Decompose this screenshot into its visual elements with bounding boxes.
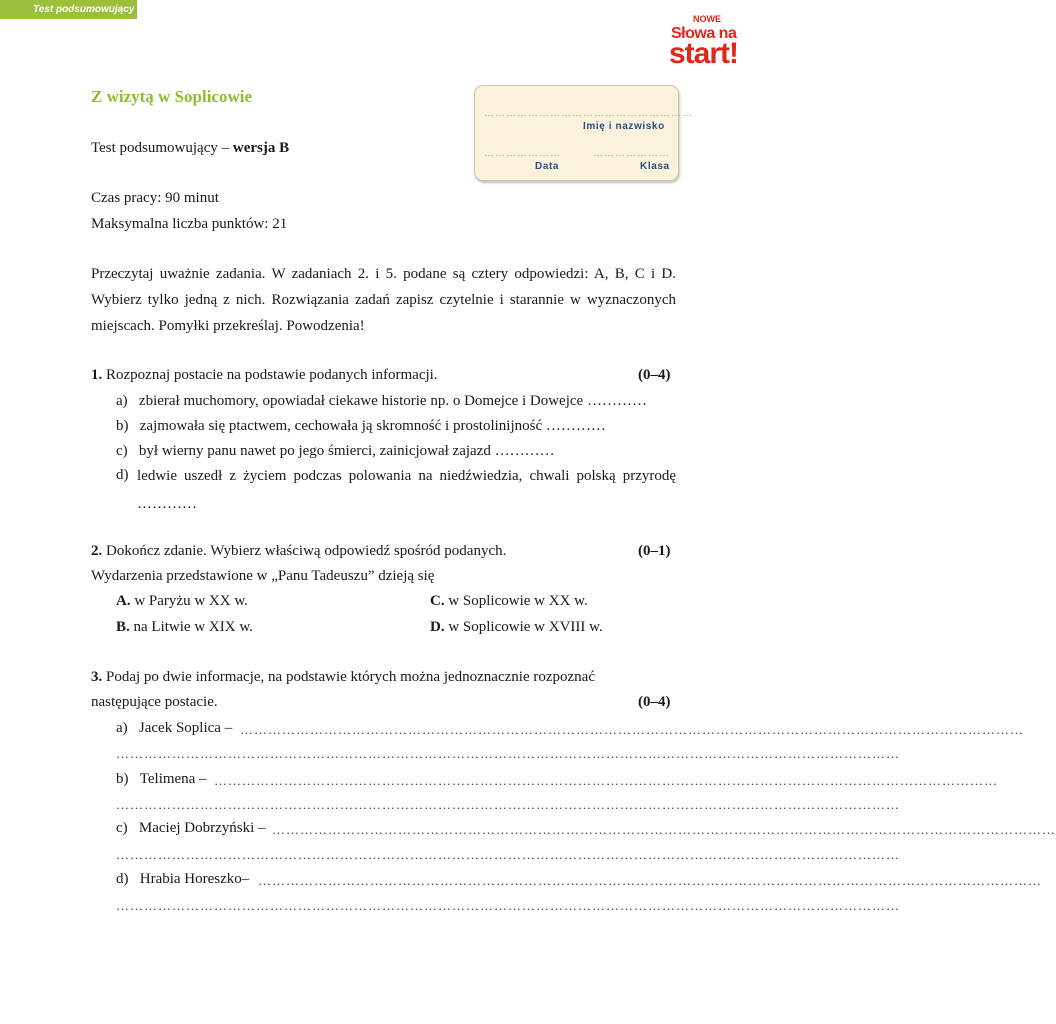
item-label: Hrabia Horeszko– <box>139 871 250 887</box>
q2-text: Dokończ zdanie. Wybierz właściwą odpowiedź spośród podanych. <box>106 543 507 559</box>
q3-item-a <box>116 720 232 737</box>
item-text: był wierny panu nawet po jego śmierci, zainicjował zajazd ………… <box>138 443 555 459</box>
q1-item <box>116 393 647 410</box>
q1-points: (0–4) <box>638 367 671 383</box>
option-letter: C. <box>430 593 445 609</box>
q3-prompt <box>91 669 595 686</box>
q3-item-b <box>116 771 207 788</box>
logo-line-1: NOWE <box>693 14 721 24</box>
answer-line[interactable]: …………………………………………………………………………………………………………………………………………………… <box>116 898 900 913</box>
option-letter: B. <box>116 619 130 635</box>
name-label: Imię i nazwisko <box>583 121 665 132</box>
item-letter: b) <box>116 418 129 434</box>
item-text: zbierał muchomory, opowiadał ciekawe historie np. o Domejce i Dowejce ………… <box>138 393 647 409</box>
item-label: Maciej Dobrzyński – <box>138 820 266 836</box>
item-letter: b) <box>116 771 129 787</box>
q3-text-line2: następujące postacie. <box>91 694 218 710</box>
test-title: Z wizytą w Soplicowie <box>91 87 253 106</box>
brand-logo <box>668 14 752 70</box>
subtitle-prefix: Test podsumowujący – <box>91 140 233 156</box>
answer-line[interactable]: …………………………………………………………………………………………………………………………………………………… <box>272 822 1056 837</box>
q2-option-b <box>116 619 253 636</box>
q1-item-d-text: ledwie uszedł z życiem podczas polowania na niedźwiedzia, chwali polską przyrodę ………… <box>137 468 676 512</box>
item-letter: a) <box>116 393 128 409</box>
answer-line[interactable]: …………………………………………………………………………………………………………………………………………………… <box>116 847 900 862</box>
option-text: w Soplicowie w XX w. <box>448 593 588 609</box>
q2-option-a <box>116 593 248 610</box>
logo-line-3: start! <box>669 37 739 70</box>
item-letter: a) <box>116 720 128 736</box>
q1-number: 1. <box>91 367 103 383</box>
answer-line[interactable]: …………………………………………………………………………………………………………………………………………………… <box>116 797 900 812</box>
item-letter: d) <box>116 871 129 887</box>
date-dots: ………………… <box>484 148 561 159</box>
q1-text: Rozpoznaj postacie na podstawie podanych informacji. <box>106 367 438 383</box>
q3-text-line1: Podaj po dwie informacje, na podstawie których można jednoznacznie rozpoznać <box>106 669 595 685</box>
logo-line-2: Słowa na <box>671 25 737 42</box>
q2-option-d <box>430 619 603 636</box>
points-info: Maksymalna liczba punktów: 21 <box>91 216 288 232</box>
q1-item <box>116 418 606 435</box>
q3-item-d <box>116 871 249 888</box>
class-label: Klasa <box>640 161 670 172</box>
answer-line[interactable]: …………………………………………………………………………………………………………………………………………………… <box>258 873 1042 888</box>
time-info: Czas pracy: 90 minut <box>91 190 219 206</box>
instructions: Przeczytaj uważnie zadania. W zadaniach 2. i 5. podane są cztery odpowiedzi: A, B, C i D. Wybierz tylko jedną z nich. Rozwiązania zadań zapisz czytelnie i starannie w wyznaczonych miejscach. Pomyłki przekreślaj. Powodzenia! <box>91 266 676 334</box>
option-text: w Paryżu w XX w. <box>134 593 248 609</box>
q3-item-c <box>116 820 266 837</box>
option-text: na Litwie w XIX w. <box>133 619 253 635</box>
option-letter: D. <box>430 619 445 635</box>
item-letter: c) <box>116 820 128 836</box>
item-label: Jacek Soplica – <box>138 720 233 736</box>
q2-prompt <box>91 543 506 560</box>
test-subtitle <box>91 140 289 157</box>
name-dots: ………………………………………………… <box>484 108 693 119</box>
q3-points: (0–4) <box>638 694 671 710</box>
answer-line[interactable]: …………………………………………………………………………………………………………………………………………………… <box>214 773 998 788</box>
q2-stem: Wydarzenia przedstawione w „Panu Tadeuszu” dzieją się <box>91 568 435 584</box>
q2-option-c <box>430 593 588 610</box>
item-letter: c) <box>116 443 128 459</box>
item-text: zajmowała się ptactwem, cechowała ją skromność i prostolinijność ………… <box>139 418 606 434</box>
q1-prompt <box>91 367 438 384</box>
q1-item <box>116 443 555 460</box>
class-dots: ………………… <box>593 148 670 159</box>
q2-number: 2. <box>91 543 103 559</box>
q3-number: 3. <box>91 669 103 685</box>
header-tag-label: Test podsumowujący <box>33 4 135 15</box>
student-info-box <box>474 85 693 181</box>
answer-line[interactable]: …………………………………………………………………………………………………………………………………………………… <box>116 746 900 761</box>
date-label: Data <box>535 161 560 172</box>
header-tag <box>0 0 137 19</box>
answer-line[interactable]: …………………………………………………………………………………………………………………………………………………… <box>240 722 1024 737</box>
subtitle-version: wersja B <box>232 140 290 156</box>
option-text: w Soplicowie w XVIII w. <box>448 619 603 635</box>
option-letter: A. <box>116 593 131 609</box>
q2-points: (0–1) <box>638 543 671 559</box>
item-label: Telimena – <box>139 771 207 787</box>
item-letter: d) <box>116 467 129 483</box>
